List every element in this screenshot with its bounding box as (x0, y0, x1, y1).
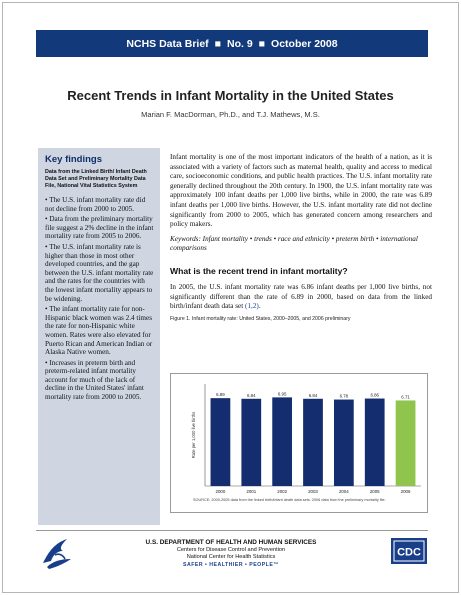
figure-caption: Figure 1. Infant mortality rate: United States, 2000–2005, and 2006 preliminary (170, 315, 351, 322)
x-tick-label-2000: 2000 (215, 489, 226, 494)
data-label-2001: 6.84 (247, 392, 256, 398)
bar-chart (171, 374, 429, 514)
hhs-eagle-logo (37, 533, 77, 573)
key-finding-item: • The U.S. infant mortality rate is higher than those in most other developed countries, and the gap between the U.S. infant mortality rate and the rates for the countries with the lowest infant mortality appears to be widening. (45, 242, 154, 303)
key-findings-subheading: Data from the Linked Birth/ Infant Death Data Set and Preliminary Mortality Data File, National Vital Statistics System (45, 169, 147, 189)
key-finding-item: • Increases in preterm birth and preterm-related infant mortality account for much of the lack of decline in the United States' infant mortality rate from 2000 to 2005. (45, 358, 144, 402)
data-label-2005: 6.86 (370, 392, 379, 398)
x-tick-label-2003: 2003 (308, 489, 318, 494)
data-label-2002: 6.95 (277, 391, 287, 397)
x-tick-label-2005: 2005 (369, 489, 380, 494)
data-label-2006: 6.71 (401, 394, 410, 400)
bar-2002 (272, 397, 292, 486)
footer-centers: Centers for Disease Control and Prevention (176, 547, 286, 553)
bar-2005 (365, 399, 385, 486)
bar-2003 (303, 399, 323, 486)
key-finding-item: • The infant mortality rate for non-Hispanic black women was 2.4 times the rate for non-Hispanic white women. Rates were also elevated for Puerto Rican and American Indian or Alaska Native women. (45, 305, 153, 357)
footer-dept: U.S. DEPARTMENT OF HEALTH AND HUMAN SERVICES (145, 539, 317, 546)
banner-separator: ■ (258, 37, 266, 50)
x-tick-label-2001: 2001 (246, 489, 257, 494)
key-findings-heading: Key findings (45, 154, 103, 165)
banner-date: October 2008 (271, 37, 338, 50)
key-finding-item: • The U.S. infant mortality rate did not decline from 2000 to 2005. (45, 196, 146, 213)
figure-1-chart (170, 373, 428, 513)
bar-2006 (396, 400, 416, 486)
footer-agency-text (100, 539, 362, 570)
cdc-logo (390, 537, 428, 565)
key-findings-sidebar (38, 148, 160, 525)
x-tick-label-2006: 2006 (400, 489, 411, 494)
data-label-2004: 6.78 (339, 393, 349, 399)
footer-divider (36, 530, 428, 531)
brief-banner (36, 30, 428, 57)
bar-2004 (334, 400, 354, 486)
x-tick-label-2002: 2002 (277, 489, 288, 494)
key-finding-item: • Data from the preliminary mortality file suggest a 2% decline in the infant mortality rate from 2005 to 2006. (45, 215, 154, 241)
banner-separator: ■ (214, 37, 222, 50)
bar-2001 (241, 399, 261, 486)
authors: Marian F. MacDorman, Ph.D., and T.J. Mathews, M.S. (141, 110, 320, 119)
bar-2000 (211, 398, 231, 486)
footer-tagline: SAFER • HEALTHIER • PEOPLE™ (182, 562, 279, 568)
cdc-logo-text: CDC (397, 546, 421, 559)
y-axis-label: Rate per 1,000 live births (191, 411, 196, 459)
reference-link[interactable]: (1,2) (245, 302, 259, 311)
intro-paragraph: Infant mortality is one of the most important indicators of the health of a nation, as it is associated with a variety of factors such as maternal health, quality and access to medical care, socioeconomic conditions, and public health practices. The U.S. infant mortality rate generally declined throughout the 20th century. In 1900, the U.S. infant mortality rate was approximately 100 infant deaths per 1,000 live births, while in 2000, the rate was 6.89 infant deaths per 1,000 live births. However, the U.S. infant mortality rate did not decline significantly from 2000 to 2005, which has generated concern among researchers and policy makers. (170, 153, 432, 229)
x-tick-label-2004: 2004 (338, 489, 349, 494)
keywords: Keywords: Infant mortality • trends • race and ethnicity • preterm birth • international comparisons (170, 234, 418, 253)
main-column (170, 153, 432, 322)
data-label-2003: 6.84 (308, 392, 318, 398)
data-label-2000: 6.89 (216, 392, 225, 398)
document-title: Recent Trends in Infant Mortality in the United States (67, 88, 394, 103)
banner-series: NCHS Data Brief (126, 37, 209, 50)
chart-source-note: SOURCE: 2000-2005 data from the linked birth/infant death data sets. 2006 data from the preliminary mortality file. (193, 498, 386, 502)
banner-number: No. 9 (227, 37, 253, 50)
section-heading: What is the recent trend in infant mortality? (170, 265, 348, 276)
section-paragraph: In 2005, the U.S. infant mortality rate was 6.86 infant deaths per 1,000 live births, not significantly different than the rate of 6.89 in 2000, based on data from the linked birth/infant death data set (1,2). (170, 282, 432, 311)
footer-nchs: National Center for Health Statistics (186, 554, 276, 560)
